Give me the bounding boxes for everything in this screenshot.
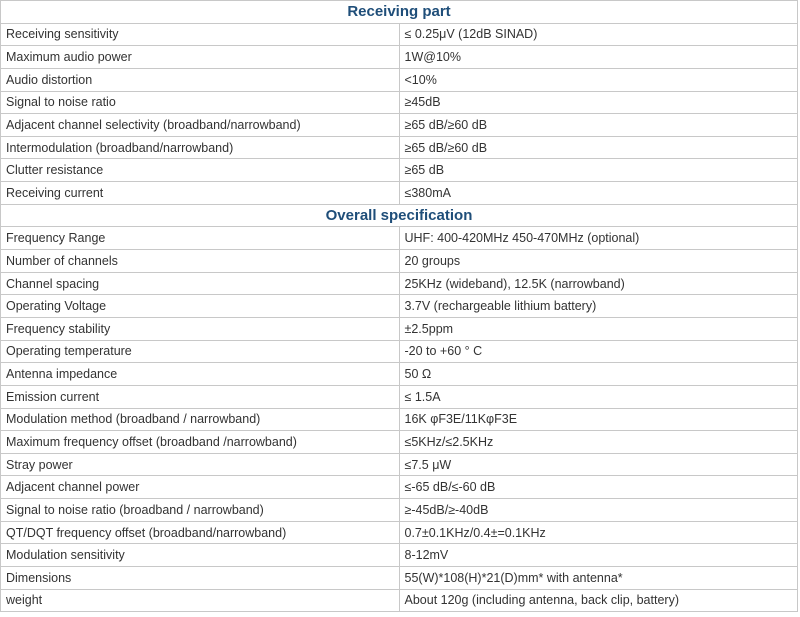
table-row bbox=[1, 431, 798, 454]
spec-label: Maximum audio power bbox=[1, 46, 400, 69]
table-row bbox=[1, 363, 798, 386]
spec-value: 3.7V (rechargeable lithium battery) bbox=[399, 295, 798, 318]
table-row bbox=[1, 227, 798, 250]
spec-value: ≤7.5 μW bbox=[399, 453, 798, 476]
table-row bbox=[1, 46, 798, 69]
table-row bbox=[1, 521, 798, 544]
spec-value: 1W@10% bbox=[399, 46, 798, 69]
spec-value: ≥65 dB bbox=[399, 159, 798, 182]
spec-label: Number of channels bbox=[1, 250, 400, 273]
section-header-overall bbox=[1, 204, 798, 227]
spec-label: Channel spacing bbox=[1, 272, 400, 295]
table-row bbox=[1, 182, 798, 205]
spec-label: QT/DQT frequency offset (broadband/narrowband) bbox=[1, 521, 400, 544]
spec-value: ≥-45dB/≥-40dB bbox=[399, 499, 798, 522]
spec-value: 8-12mV bbox=[399, 544, 798, 567]
spec-label: Clutter resistance bbox=[1, 159, 400, 182]
table-row bbox=[1, 272, 798, 295]
spec-value: ±2.5ppm bbox=[399, 317, 798, 340]
table-row bbox=[1, 476, 798, 499]
spec-value: 50 Ω bbox=[399, 363, 798, 386]
spec-value: <10% bbox=[399, 68, 798, 91]
spec-value: ≥45dB bbox=[399, 91, 798, 114]
spec-value: 20 groups bbox=[399, 250, 798, 273]
spec-label: weight bbox=[1, 589, 400, 612]
spec-value: 55(W)*108(H)*21(D)mm* with antenna* bbox=[399, 567, 798, 590]
table-row bbox=[1, 385, 798, 408]
section-header-receiving bbox=[1, 1, 798, 24]
table-row bbox=[1, 499, 798, 522]
spec-value: 25KHz (wideband), 12.5K (narrowband) bbox=[399, 272, 798, 295]
table-row bbox=[1, 91, 798, 114]
spec-label: Maximum frequency offset (broadband /narrowband) bbox=[1, 431, 400, 454]
table-row bbox=[1, 408, 798, 431]
spec-value: ≤380mA bbox=[399, 182, 798, 205]
table-row bbox=[1, 589, 798, 612]
table-row bbox=[1, 544, 798, 567]
table-row bbox=[1, 317, 798, 340]
spec-label: Intermodulation (broadband/narrowband) bbox=[1, 136, 400, 159]
spec-label: Frequency stability bbox=[1, 317, 400, 340]
spec-value: ≥65 dB/≥60 dB bbox=[399, 114, 798, 137]
spec-label: Operating temperature bbox=[1, 340, 400, 363]
table-row bbox=[1, 250, 798, 273]
table-row bbox=[1, 68, 798, 91]
spec-value: ≥65 dB/≥60 dB bbox=[399, 136, 798, 159]
table-row bbox=[1, 453, 798, 476]
table-row bbox=[1, 567, 798, 590]
spec-label: Adjacent channel power bbox=[1, 476, 400, 499]
spec-label: Signal to noise ratio bbox=[1, 91, 400, 114]
table-row bbox=[1, 136, 798, 159]
spec-value: ≤-65 dB/≤-60 dB bbox=[399, 476, 798, 499]
spec-label: Emission current bbox=[1, 385, 400, 408]
spec-label: Modulation method (broadband / narrowband) bbox=[1, 408, 400, 431]
spec-value: ≤5KHz/≤2.5KHz bbox=[399, 431, 798, 454]
spec-value: 0.7±0.1KHz/0.4±=0.1KHz bbox=[399, 521, 798, 544]
spec-value: ≤ 0.25μV (12dB SINAD) bbox=[399, 23, 798, 46]
table-row bbox=[1, 295, 798, 318]
spec-label: Operating Voltage bbox=[1, 295, 400, 318]
spec-label: Receiving current bbox=[1, 182, 400, 205]
spec-label: Dimensions bbox=[1, 567, 400, 590]
spec-value: ≤ 1.5A bbox=[399, 385, 798, 408]
spec-label: Modulation sensitivity bbox=[1, 544, 400, 567]
spec-label: Receiving sensitivity bbox=[1, 23, 400, 46]
spec-label: Frequency Range bbox=[1, 227, 400, 250]
spec-label: Signal to noise ratio (broadband / narrowband) bbox=[1, 499, 400, 522]
spec-label: Stray power bbox=[1, 453, 400, 476]
section-title: Receiving part bbox=[1, 1, 798, 24]
spec-label: Antenna impedance bbox=[1, 363, 400, 386]
spec-value: About 120g (including antenna, back clip, battery) bbox=[399, 589, 798, 612]
table-row bbox=[1, 340, 798, 363]
table-row bbox=[1, 159, 798, 182]
spec-label: Audio distortion bbox=[1, 68, 400, 91]
table-row bbox=[1, 114, 798, 137]
section-title: Overall specification bbox=[1, 204, 798, 227]
spec-value: 16K φF3E/11KφF3E bbox=[399, 408, 798, 431]
spec-label: Adjacent channel selectivity (broadband/narrowband) bbox=[1, 114, 400, 137]
spec-value: UHF: 400-420MHz 450-470MHz (optional) bbox=[399, 227, 798, 250]
table-row bbox=[1, 23, 798, 46]
spec-value: -20 to +60 ° C bbox=[399, 340, 798, 363]
